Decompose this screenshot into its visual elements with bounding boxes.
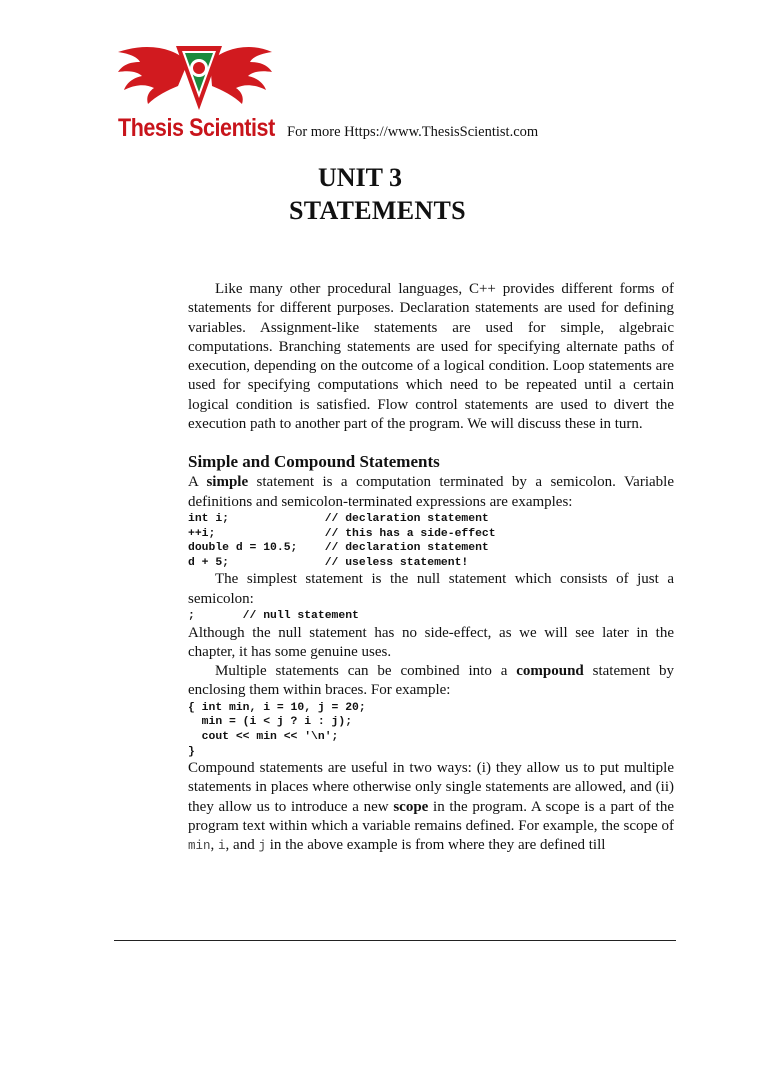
page-body <box>188 280 674 857</box>
text-run: statement is a computation terminated by a semicolon. Variable definitions and semicolon-terminated expressions are examples: <box>188 474 674 510</box>
null-statement-paragraph: The simplest statement is the null statement which consists of just a semicolon: <box>188 571 674 607</box>
thesis-scientist-logo <box>114 40 274 144</box>
code-block-simple-statements: int i; // declaration statement ++i; // this has a side-effect double d = 10.5; // declaration statement d + 5; // useless statement! <box>188 512 496 569</box>
inline-code-i: i <box>218 839 226 854</box>
code-block-compound-statement: { int min, i = 10, j = 20; min = (i < j ? i : j); cout << min << '\n'; } <box>188 701 366 758</box>
section-heading: Simple and Compound Statements <box>188 452 440 472</box>
winged-triangle-logo-icon <box>114 40 274 120</box>
text-run: in the program. A scope is a part of the program text within which a variable remains defined. For example, the scope of <box>188 798 674 834</box>
text-run: statement by enclosing them within braces. For example: <box>188 663 674 699</box>
text-run: , and <box>225 837 259 854</box>
simple-statement-paragraph <box>188 473 674 512</box>
null-statement-uses-paragraph: Although the null statement has no side-effect, as we will see later in the chapter, it has some genuine uses. <box>188 624 674 660</box>
text-run: in the above example is from where they are defined till <box>265 837 606 854</box>
footer-divider <box>114 940 676 941</box>
unit-title: UNIT 3 <box>318 163 403 192</box>
bold-term-scope: scope <box>393 798 429 815</box>
logo-text: Thesis Scientist <box>118 114 275 142</box>
scope-paragraph <box>188 759 674 856</box>
text-run: Multiple statements can be combined into a <box>215 663 517 680</box>
code-block-null-statement: ; // null statement <box>188 609 359 622</box>
bold-term-simple: simple <box>206 474 249 491</box>
inline-code-min: min <box>188 839 211 854</box>
chapter-title: STATEMENTS <box>289 196 466 225</box>
intro-paragraph: Like many other procedural languages, C++ provides different forms of statements for different purposes. Declaration statements are used for defining variables. Assignment-like statements are used for simple, algebraic computations. Branching statements are used for specifying alternate paths of execution, depending on the outcome of a logical condition. Loop statements are used for specifying computations which need to be repeated until a certain logical condition is satisfied. Flow control statements are used to divert the execution path to another part of the program. We will discuss these in turn. <box>188 281 674 433</box>
header-website-link[interactable]: For more Https://www.ThesisScientist.com <box>287 124 539 140</box>
compound-statement-paragraph <box>188 662 674 701</box>
text-run: A <box>188 474 207 491</box>
text-run: , <box>210 837 219 854</box>
text-run: Compound statements are useful in two ways: (i) they allow us to put multiple statements in places where otherwise only single statements are allowed, and (ii) they allow us to introduce a new <box>188 760 674 815</box>
inline-code-j: j <box>258 839 266 854</box>
bold-term-compound: compound <box>516 663 584 680</box>
